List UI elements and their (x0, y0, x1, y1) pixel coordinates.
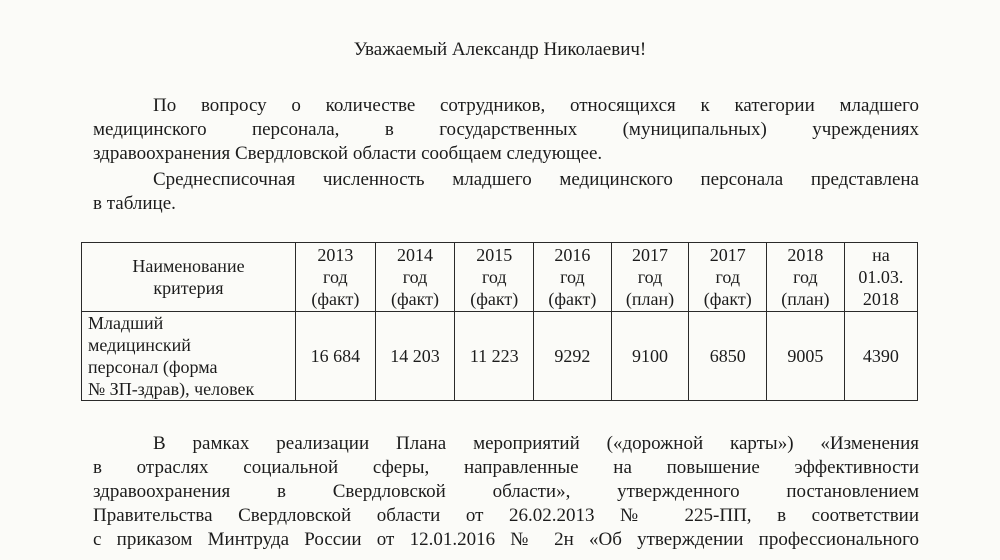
header-text: 2018 (862, 289, 899, 309)
table-header-row (82, 243, 918, 312)
paragraph-line: с приказом Минтруда России от 12.01.2016 № 2н «Об утверждении профессионального (93, 529, 919, 550)
paragraph-line: медицинского персонала, в государственных (муниципальных) учреждениях (93, 119, 919, 140)
paragraph-line: в отраслях социальной сферы, направленные на повышение эффективности (93, 457, 919, 478)
header-text: на (872, 245, 890, 265)
table-cell: 9005 (766, 312, 844, 401)
header-col (766, 243, 844, 312)
paragraph-1 (93, 94, 919, 166)
table-row (82, 312, 918, 401)
header-text: (факт) (391, 289, 440, 309)
header-text: год (402, 267, 428, 287)
header-col (455, 243, 534, 312)
header-text: 2017 (632, 245, 669, 265)
header-text: год (560, 267, 585, 287)
cell-text: персонал (форма (88, 357, 218, 377)
header-criterion (82, 243, 296, 312)
header-text: 2016 (554, 245, 591, 265)
paragraph-line: здравоохранения в Свердловской области», утвержденного постановлением (93, 481, 919, 502)
paragraph-line: В рамках реализации Плана мероприятий («дорожной карты») «Изменения (153, 433, 919, 454)
header-col (296, 243, 376, 312)
cell-text: № ЗП-здрав), человек (88, 379, 255, 399)
row-criterion (82, 312, 296, 401)
header-col (534, 243, 612, 312)
header-text: критерия (153, 278, 224, 298)
header-text: год (715, 267, 741, 287)
table-cell: 14 203 (375, 312, 455, 401)
paragraph-line: здравоохранения Свердловской области сообщаем следующее. (93, 143, 603, 164)
header-text: (план) (781, 289, 830, 309)
header-col (844, 243, 917, 312)
greeting: Уважаемый Александр Николаевич! (353, 39, 647, 60)
header-text: Наименование (132, 256, 245, 276)
header-text: 2014 (397, 245, 434, 265)
table-cell: 9292 (534, 312, 612, 401)
header-text: 2017 (709, 245, 746, 265)
paragraph-2 (93, 168, 919, 216)
staff-table (81, 242, 918, 401)
table-cell: 6850 (689, 312, 767, 401)
header-text: 2018 (787, 245, 824, 265)
header-col (375, 243, 455, 312)
cell-text: медицинский (88, 335, 191, 355)
paragraph-line: Среднесписочная численность младшего медицинского персонала представлена (153, 169, 919, 190)
header-text: 2013 (317, 245, 354, 265)
cell-text: Младший (88, 313, 164, 333)
table-cell: 16 684 (296, 312, 376, 401)
header-text: год (637, 267, 663, 287)
paragraph-line: в таблице. (93, 193, 176, 214)
header-text: (факт) (703, 289, 752, 309)
header-text: (факт) (311, 289, 360, 309)
header-text: (факт) (548, 289, 597, 309)
table-cell: 9100 (611, 312, 689, 401)
paragraph-line: По вопросу о количестве сотрудников, относящихся к категории младшего (153, 95, 919, 116)
paragraph-line: Правительства Свердловской области от 26.02.2013 № 225-ПП, в соответствии (93, 505, 919, 526)
header-text: (факт) (470, 289, 519, 309)
header-text: год (323, 267, 348, 287)
table-cell: 11 223 (455, 312, 534, 401)
table-cell: 4390 (844, 312, 917, 401)
header-text: год (793, 267, 818, 287)
header-text: 01.03. (858, 267, 904, 287)
header-text: 2015 (476, 245, 513, 265)
paragraph-3 (93, 432, 919, 552)
header-text: (план) (625, 289, 675, 309)
header-col (689, 243, 767, 312)
header-text: год (481, 267, 507, 287)
header-col (611, 243, 689, 312)
